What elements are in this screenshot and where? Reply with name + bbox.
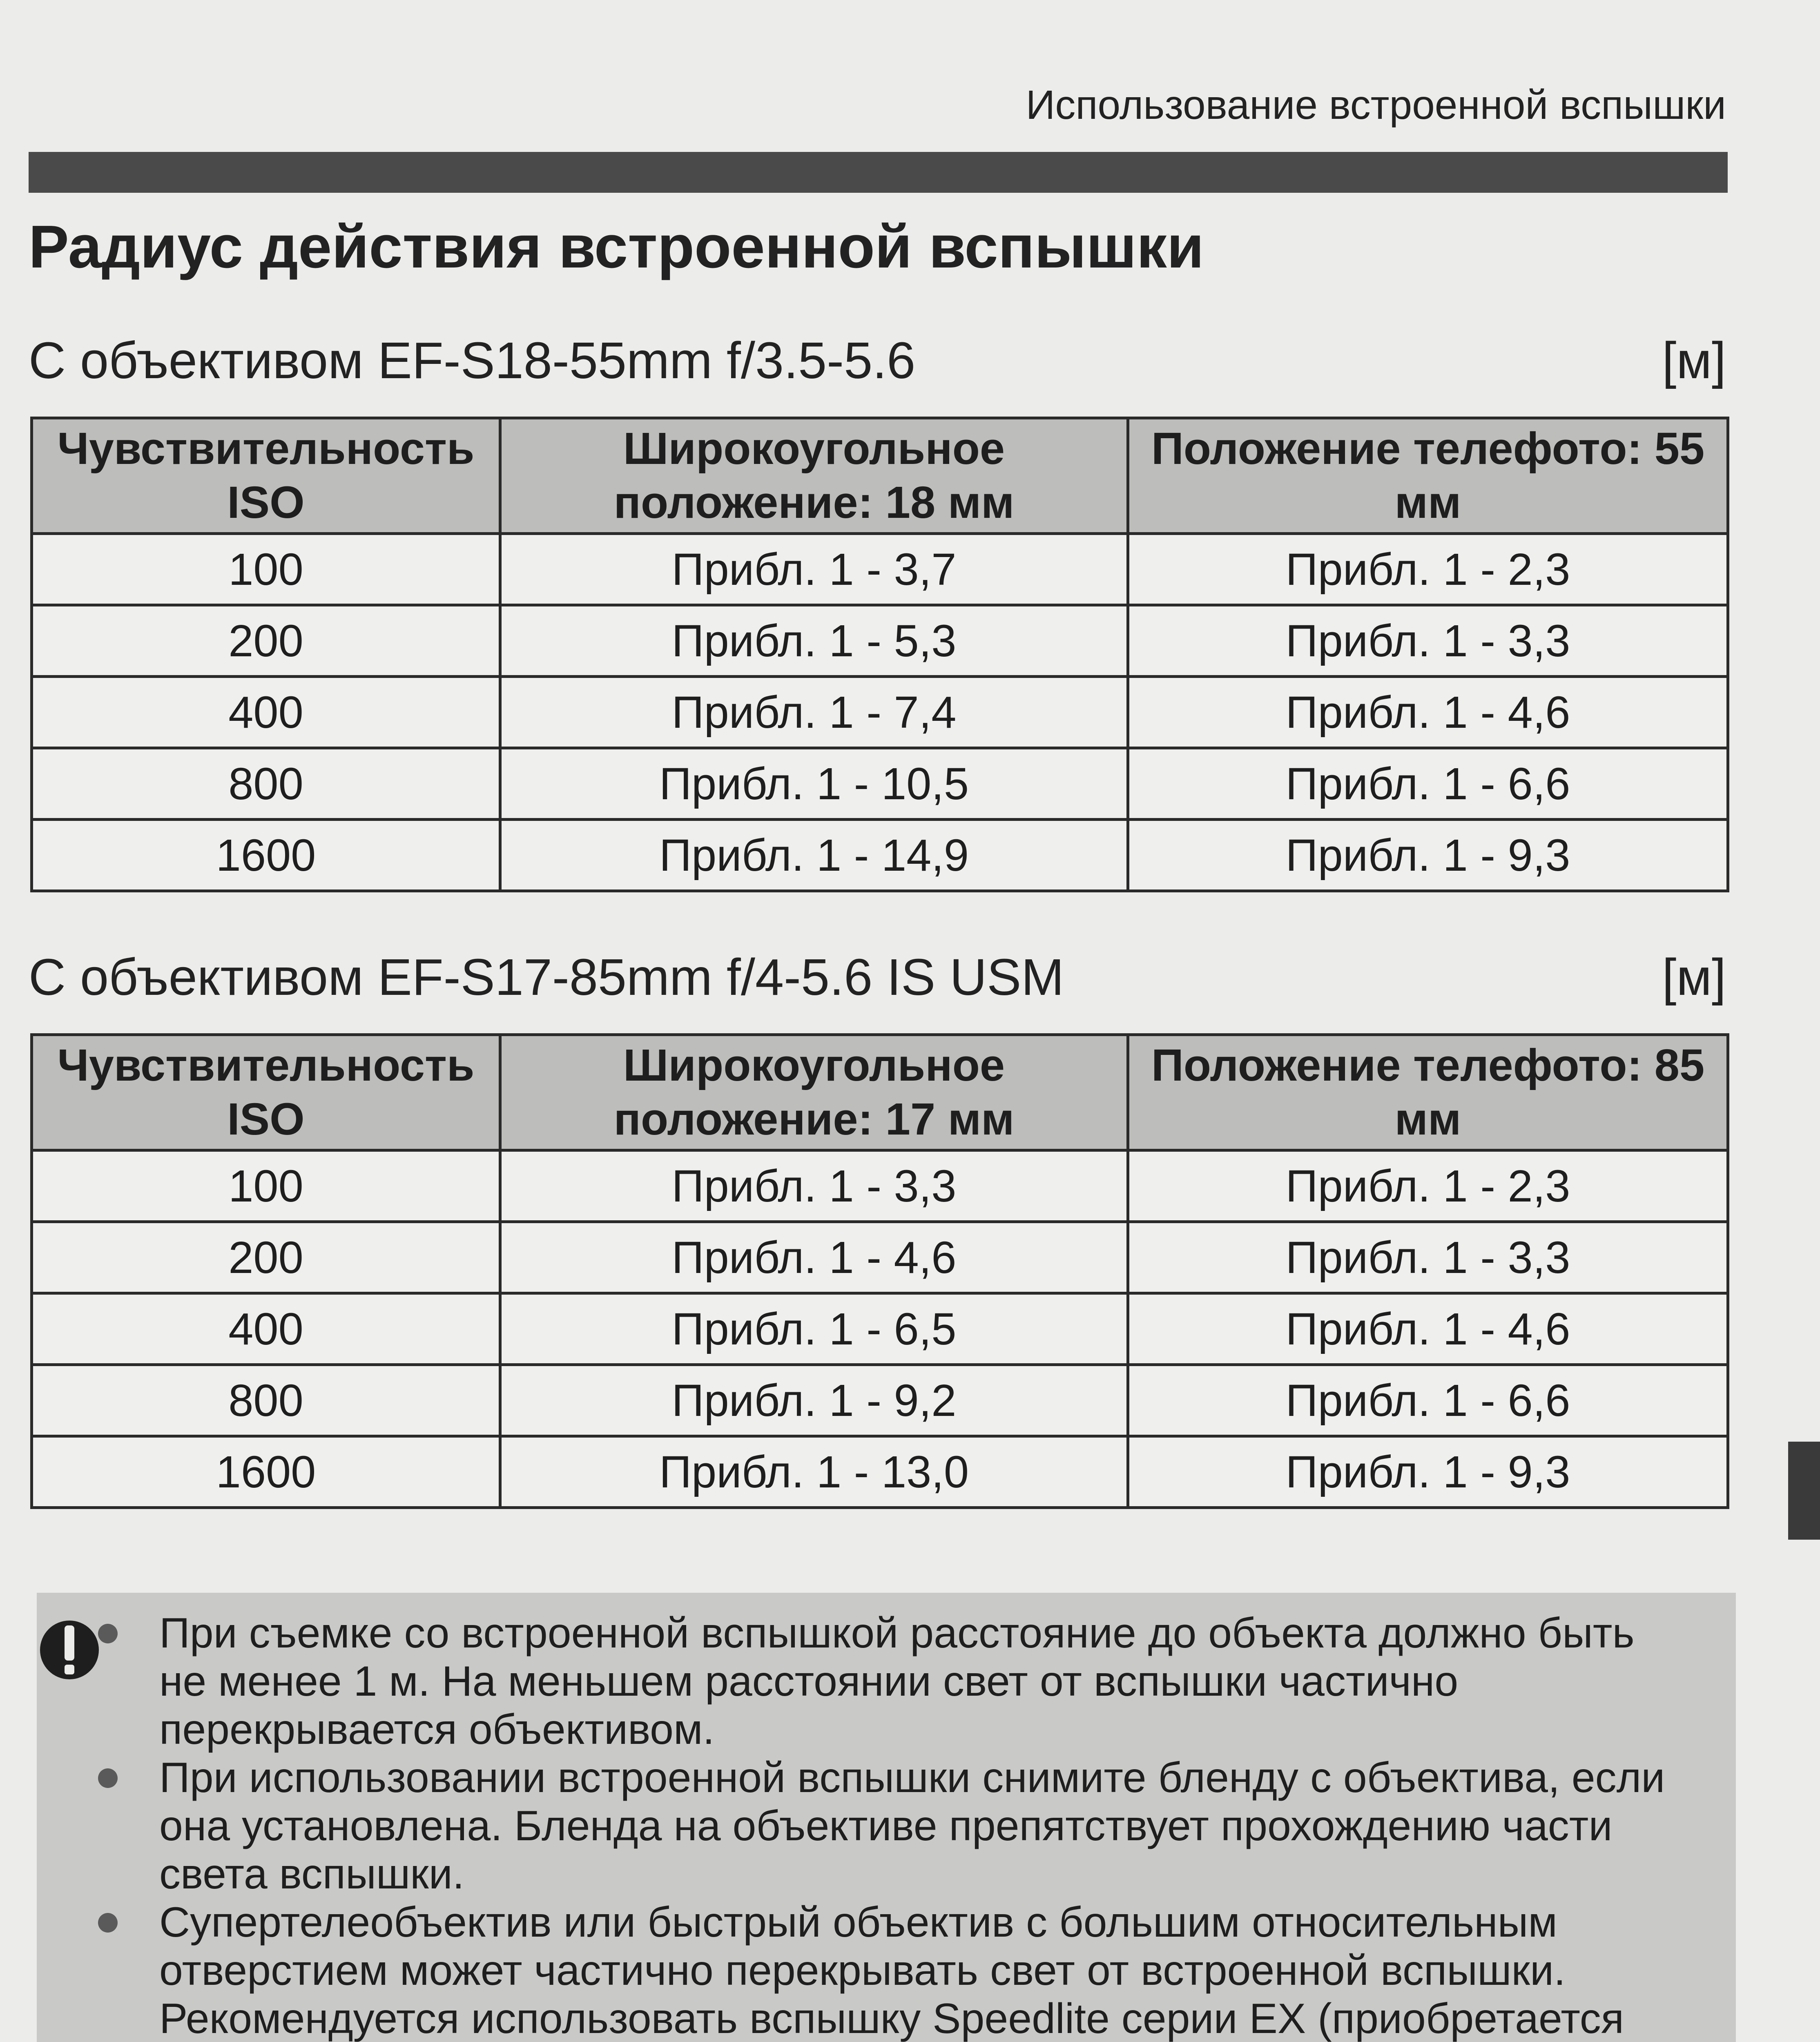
caution-item: При съемке со встроенной вспышкой расстояние до объекта должно быть не менее 1 м. На меньшем расстоянии свет от вспышки частично перекрывается объективом.: [159, 1609, 1691, 1754]
tele-range-cell: Прибл. 1 - 2,3: [1128, 1150, 1728, 1222]
iso-cell: 100: [32, 1150, 500, 1222]
wide-range-cell: Прибл. 1 - 4,6: [500, 1222, 1128, 1293]
column-header-tele: Положение телефото: 55 мм: [1128, 418, 1728, 534]
flash-range-table-1: [30, 417, 1729, 892]
caution-icon: [37, 1617, 102, 1685]
column-header-tele: Положение телефото: 85 мм: [1128, 1035, 1728, 1150]
wide-range-cell: Прибл. 1 - 5,3: [500, 605, 1128, 677]
iso-cell: 200: [32, 605, 500, 677]
caution-box: [37, 1593, 1736, 2042]
caution-list: [159, 1609, 1691, 2042]
header-bar: [29, 152, 1728, 193]
bullet-icon: [98, 1913, 118, 1933]
iso-cell: 200: [32, 1222, 500, 1293]
lens-caption-2: С объективом EF-S17-85mm f/4-5.6 IS USM: [29, 948, 1064, 1006]
table-row: [32, 1293, 1728, 1365]
wide-range-cell: Прибл. 1 - 9,2: [500, 1365, 1128, 1436]
tele-range-cell: Прибл. 1 - 2,3: [1128, 534, 1728, 605]
table-header-row: [32, 418, 1728, 534]
column-header-wide: Широкоугольное положение: 18 мм: [500, 418, 1128, 534]
section-title: Радиус действия встроенной вспышки: [29, 213, 1204, 281]
lens-caption-1: С объективом EF-S18-55mm f/3.5-5.6: [29, 332, 916, 389]
column-header-wide: Широкоугольное положение: 17 мм: [500, 1035, 1128, 1150]
iso-cell: 800: [32, 1365, 500, 1436]
flash-range-table-2: [30, 1033, 1729, 1509]
iso-cell: 100: [32, 534, 500, 605]
tele-range-cell: Прибл. 1 - 9,3: [1128, 820, 1728, 891]
table-header-row: [32, 1035, 1728, 1150]
table-row: [32, 1436, 1728, 1508]
table-row: [32, 1222, 1728, 1293]
wide-range-cell: Прибл. 1 - 10,5: [500, 748, 1128, 820]
table-row: [32, 534, 1728, 605]
chapter-side-tab: [1788, 1442, 1820, 1540]
tele-range-cell: Прибл. 1 - 4,6: [1128, 677, 1728, 748]
column-header-iso: Чувствительность ISO: [32, 418, 500, 534]
caution-item: При использовании встроенной вспышки снимите бленду с объектива, если она установлена. Бленда на объективе препятствует прохождению части света вспышки.: [159, 1754, 1691, 1898]
iso-cell: 800: [32, 748, 500, 820]
table-row: [32, 1365, 1728, 1436]
wide-range-cell: Прибл. 1 - 3,7: [500, 534, 1128, 605]
table-row: [32, 1150, 1728, 1222]
iso-cell: 400: [32, 677, 500, 748]
unit-label-2: [м]: [1662, 948, 1726, 1006]
unit-label-1: [м]: [1662, 332, 1726, 389]
table-row: [32, 820, 1728, 891]
bullet-icon: [98, 1768, 118, 1788]
wide-range-cell: Прибл. 1 - 7,4: [500, 677, 1128, 748]
running-header: Использование встроенной вспышки: [1026, 82, 1726, 128]
tele-range-cell: Прибл. 1 - 6,6: [1128, 748, 1728, 820]
table-row: [32, 605, 1728, 677]
tele-range-cell: Прибл. 1 - 3,3: [1128, 605, 1728, 677]
wide-range-cell: Прибл. 1 - 13,0: [500, 1436, 1128, 1508]
tele-range-cell: Прибл. 1 - 4,6: [1128, 1293, 1728, 1365]
wide-range-cell: Прибл. 1 - 14,9: [500, 820, 1128, 891]
iso-cell: 1600: [32, 1436, 500, 1508]
tele-range-cell: Прибл. 1 - 9,3: [1128, 1436, 1728, 1508]
bullet-icon: [98, 1624, 118, 1643]
iso-cell: 1600: [32, 820, 500, 891]
caution-item: Супертелеобъектив или быстрый объектив с большим относительным отверстием может частично перекрывать свет от встроенной вспышки. Рекомендуется использовать вспышку Speedlite серии EX (приобретается: [159, 1898, 1691, 2042]
wide-range-cell: Прибл. 1 - 3,3: [500, 1150, 1128, 1222]
table-row: [32, 677, 1728, 748]
iso-cell: 400: [32, 1293, 500, 1365]
table-row: [32, 748, 1728, 820]
tele-range-cell: Прибл. 1 - 3,3: [1128, 1222, 1728, 1293]
wide-range-cell: Прибл. 1 - 6,5: [500, 1293, 1128, 1365]
column-header-iso: Чувствительность ISO: [32, 1035, 500, 1150]
tele-range-cell: Прибл. 1 - 6,6: [1128, 1365, 1728, 1436]
